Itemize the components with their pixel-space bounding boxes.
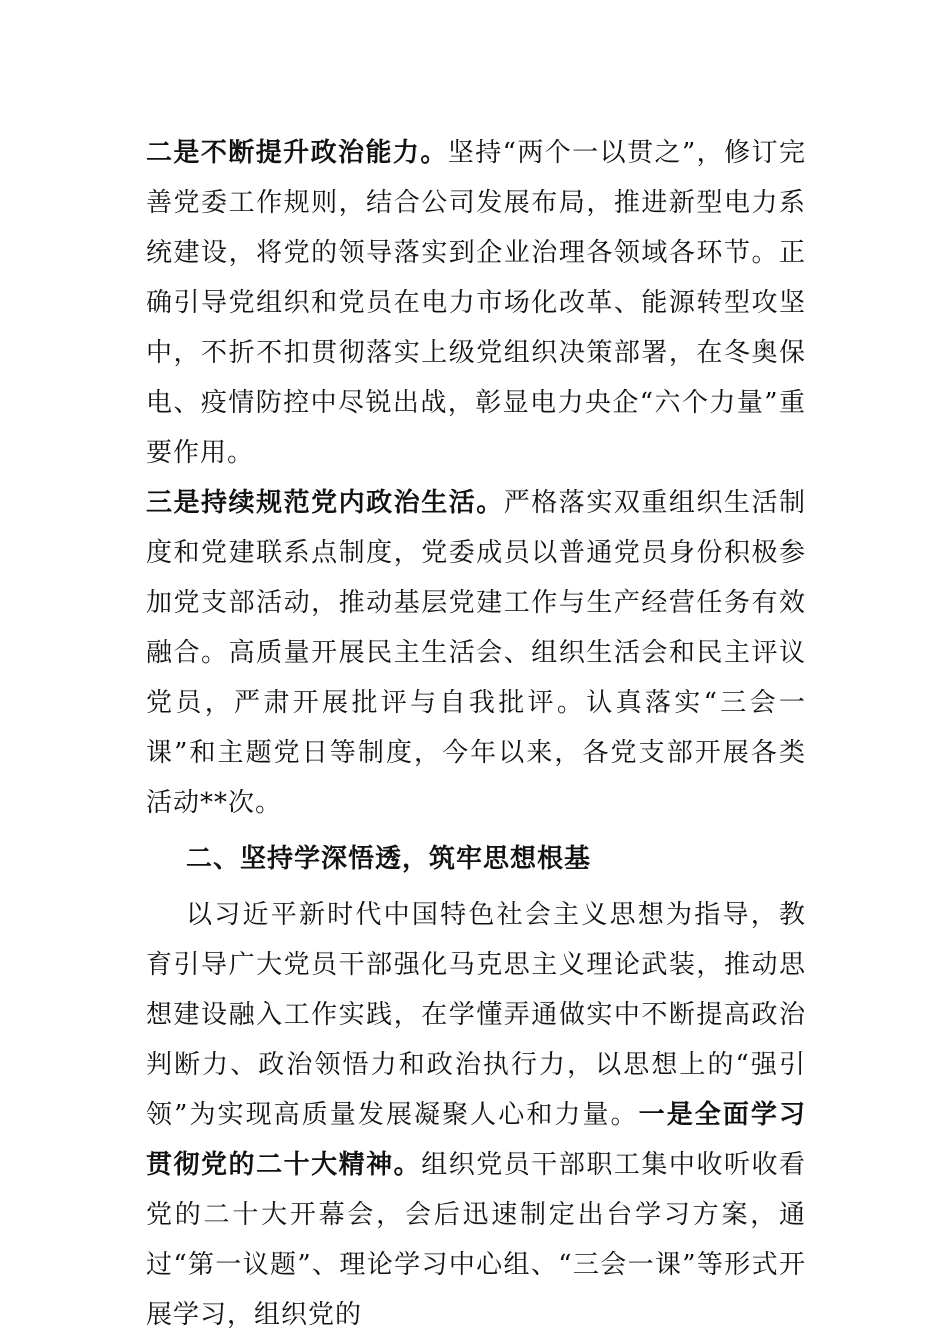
paragraph-text: 以习近平新时代中国特色社会主义思想为指导，教育引导广大党员干部强化马克思主义理论武装，推动思想建设融入工作实践，在学懂弄通做实中不断提高政治判断力、政治领悟力和政治执行力，以思想上的“强引领”为实现高质量发展凝聚人心和力量。: [146, 900, 806, 1130]
section-heading: 二、坚持学深悟透，筑牢思想根基: [186, 844, 592, 874]
paragraph-lead: 三是持续规范党内政治生活。: [146, 488, 504, 518]
paragraph-political-life: [146, 478, 806, 828]
paragraph-political-ability: [146, 128, 806, 478]
paragraph-text: 组织党员干部职工集中收听收看党的二十大开幕会，会后迅速制定出台学习方案，通过“第一议题”、理论学习中心组、“三会一课”等形式开展学习，组织党的: [146, 1150, 806, 1330]
paragraph-section-body: [146, 890, 806, 1340]
paragraph-lead: 一是全面学习贯彻党的二十大精神。: [146, 1100, 806, 1180]
paragraph-lead: 二是不断提升政治能力。: [146, 138, 448, 168]
paragraph-text: 坚持“两个一以贯之”，修订完善党委工作规则，结合公司发展布局，推进新型电力系统建设，将党的领导落实到企业治理各领域各环节。正确引导党组织和党员在电力市场化改革、能源转型攻坚中，不折不扣贯彻落实上级党组织决策部署，在冬奥保电、疫情防控中尽锐出战，彰显电力央企“六个力量”重要作用。: [146, 138, 806, 468]
paragraph-text: 严格落实双重组织生活制度和党建联系点制度，党委成员以普通党员身份积极参加党支部活动，推动基层党建工作与生产经营任务有效融合。高质量开展民主生活会、组织生活会和民主评议党员，严肃开展批评与自我批评。认真落实“三会一课”和主题党日等制度，今年以来，各党支部开展各类活动**次。: [146, 488, 806, 818]
document-body: [146, 128, 806, 1340]
